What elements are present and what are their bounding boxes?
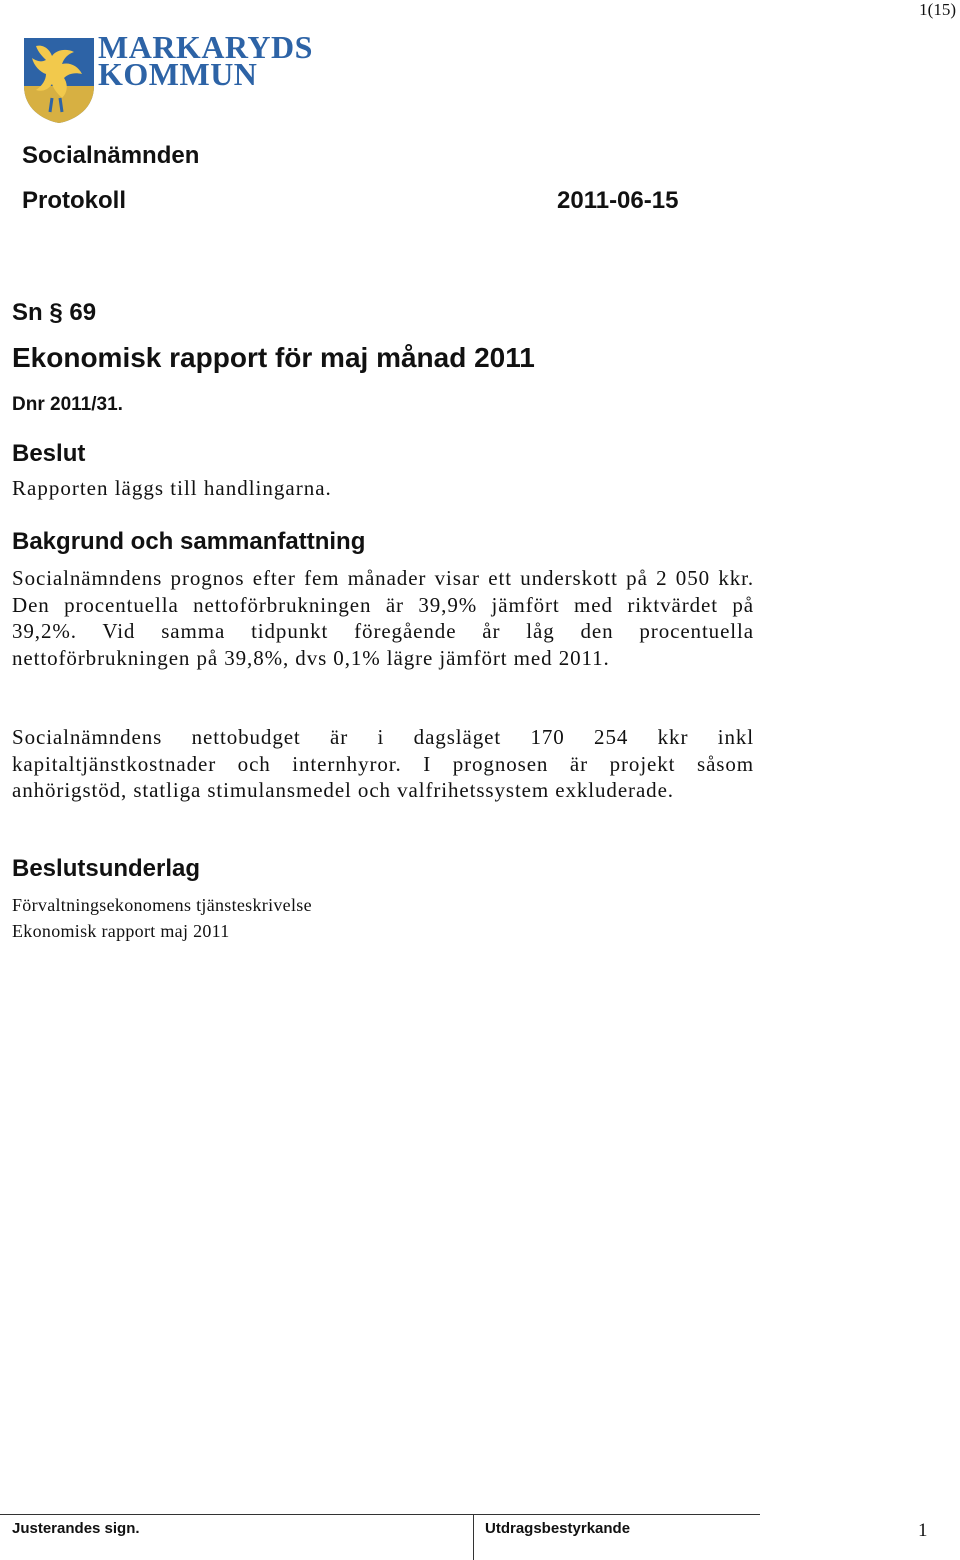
paragraph-number: 69 xyxy=(69,299,97,326)
decision-heading: Beslut xyxy=(12,440,86,467)
paragraph-reference xyxy=(12,299,96,327)
diary-number: Dnr 2011/31. xyxy=(12,394,123,415)
document-date: 2011-06-15 xyxy=(557,187,679,214)
footer-divider xyxy=(473,1514,474,1560)
background-paragraph: Socialnämndens nettobudget är i dagsläget 170 254 kkr inkl kapitaltjänstkostnader och internhyror. I prognosen är projekt såsom anhörigstöd, statliga stimulansmedel och valfrihetssystem exkluderade. xyxy=(12,725,754,803)
municipality-logo xyxy=(22,29,322,126)
logo-wordmark xyxy=(98,29,313,92)
logo-text-line1: MARKARYDS xyxy=(98,29,313,65)
footer-page-number: 1 xyxy=(918,1520,928,1541)
footer-certification-label: Utdragsbestyrkande xyxy=(485,1520,631,1537)
background-paragraph: Socialnämndens prognos efter fem månader visar ett underskott på 2 050 kkr. Den procentuella nettoförbrukningen är 39,9% jämfört med riktvärdet på 39,2%. Vid samma tidpunkt föregående år låg den procentuella nettoförbrukningen på 39,8%, dvs 0,1% lägre jämfört med 2011. xyxy=(12,566,754,670)
paragraph-prefix: Sn xyxy=(12,299,43,326)
page-number: 1(15) xyxy=(919,0,956,19)
page-title: Ekonomisk rapport för maj månad 2011 xyxy=(12,342,535,373)
footer-signature-label: Justerandes sign. xyxy=(12,1520,140,1537)
section-symbol: § xyxy=(49,299,63,326)
committee-name: Socialnämnden xyxy=(22,142,200,169)
bird-crest-icon xyxy=(22,36,96,124)
decision-text: Rapporten läggs till handlingarna. xyxy=(12,476,332,500)
logo-text-line2: KOMMUN xyxy=(98,56,258,92)
document-type: Protokoll xyxy=(22,187,127,214)
basis-item: Förvaltningsekonomens tjänsteskrivelse xyxy=(12,895,312,915)
footer-rule xyxy=(0,1514,760,1515)
basis-heading: Beslutsunderlag xyxy=(12,855,201,882)
background-heading: Bakgrund och sammanfattning xyxy=(12,528,366,555)
basis-item: Ekonomisk rapport maj 2011 xyxy=(12,921,230,941)
